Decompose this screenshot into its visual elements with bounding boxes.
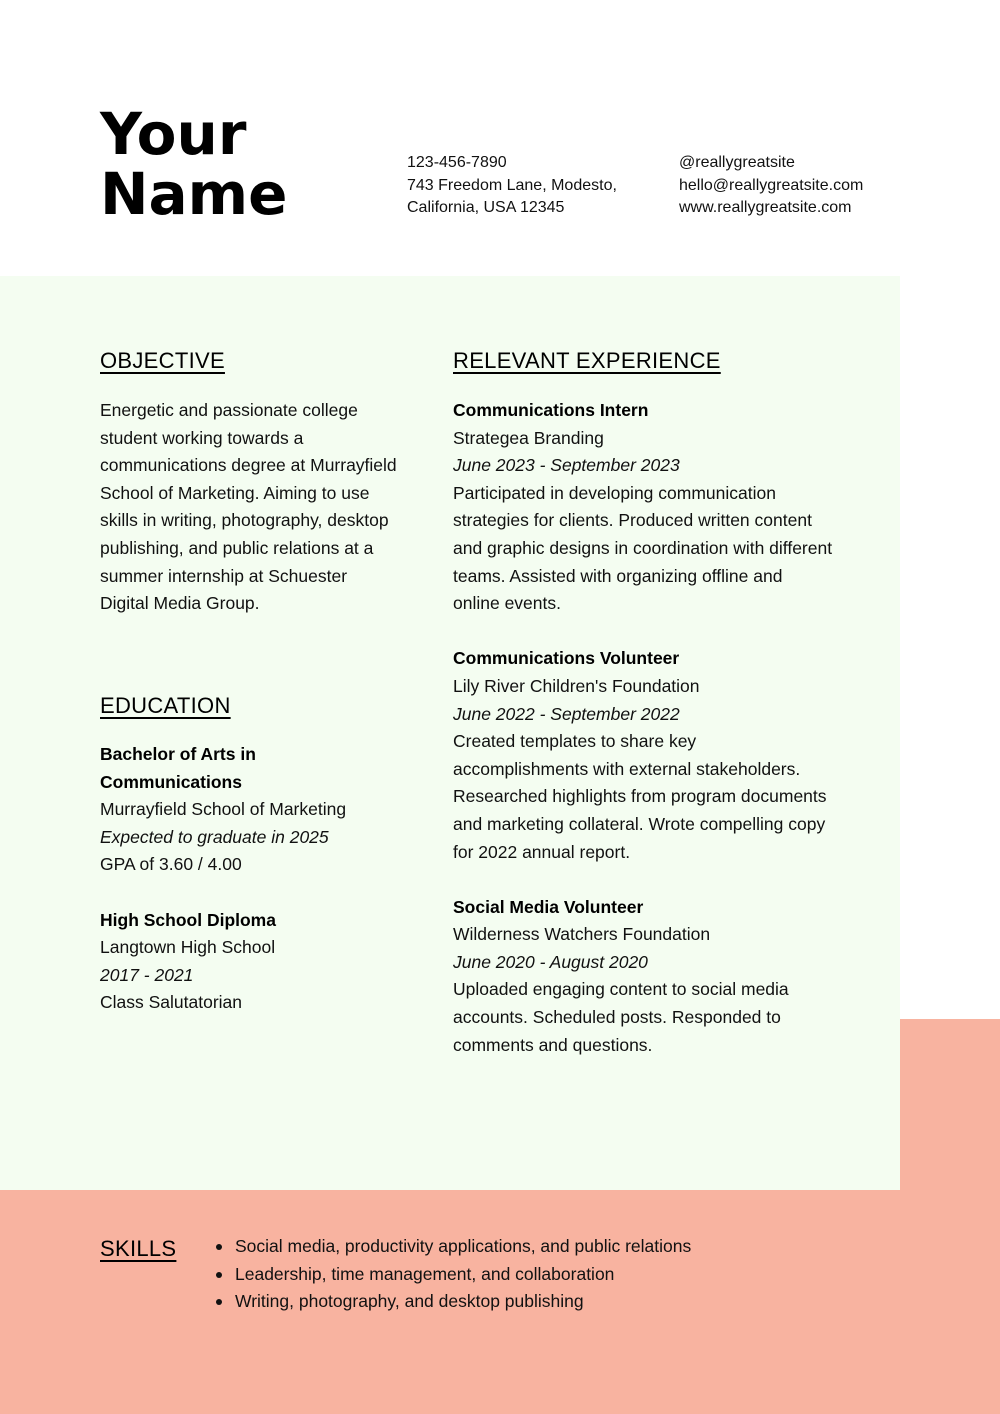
coral-accent-block bbox=[900, 1019, 1000, 1190]
job-dates: June 2022 - September 2022 bbox=[453, 703, 680, 724]
degree-title: Bachelor of Arts in Communications bbox=[100, 744, 256, 792]
name-line-1: Your bbox=[100, 100, 247, 168]
address-line-1: 743 Freedom Lane, Modesto, bbox=[407, 176, 617, 194]
objective-text: Energetic and passionate college student working towards a communications degree at Murrayfield School of Marketing. Aiming to use skills in writing, photography, desktop publishing, and public relations at a summer internship at Schuester Digital Media Group. bbox=[100, 400, 397, 614]
organization-name: Strategea Branding bbox=[453, 427, 604, 448]
education-dates: 2017 - 2021 bbox=[100, 964, 194, 985]
social-handle: @reallygreatsite bbox=[679, 154, 795, 171]
school-name: Murrayfield School of Marketing bbox=[100, 799, 347, 820]
education-note: Class Salutatorian bbox=[100, 992, 243, 1013]
education-heading: EDUCATION bbox=[100, 693, 231, 718]
job-title: Communications Volunteer bbox=[453, 648, 680, 669]
objective-heading: OBJECTIVE bbox=[100, 348, 225, 373]
skill-item: Writing, photography, and desktop publishing bbox=[216, 1288, 691, 1316]
education-entry bbox=[100, 907, 390, 1017]
phone-number: 123-456-7890 bbox=[407, 154, 507, 171]
experience-section bbox=[453, 397, 833, 1059]
address-line-2: California, USA 12345 bbox=[407, 199, 565, 216]
education-entry bbox=[100, 741, 390, 879]
job-dates: June 2023 - September 2023 bbox=[453, 455, 680, 476]
job-title: Social Media Volunteer bbox=[453, 896, 644, 917]
organization-name: Lily River Children's Foundation bbox=[453, 675, 700, 696]
contact-block-left bbox=[407, 152, 617, 220]
education-dates: Expected to graduate in 2025 bbox=[100, 826, 329, 847]
education-note: GPA of 3.60 / 4.00 bbox=[100, 854, 242, 875]
job-description: Participated in developing communication strategies for clients. Produced written content and graphic designs in coordination with different teams. Assisted with organizing offline and online events. bbox=[453, 482, 833, 614]
skill-item: Leadership, time management, and collaboration bbox=[216, 1261, 691, 1289]
experience-entry bbox=[453, 397, 833, 618]
resume-name bbox=[100, 100, 288, 228]
job-dates: June 2020 - August 2020 bbox=[453, 951, 648, 972]
website-url: www.reallygreatsite.com bbox=[679, 199, 852, 216]
skills-list bbox=[216, 1233, 691, 1316]
degree-title: High School Diploma bbox=[100, 909, 276, 930]
name-line-2: Name bbox=[100, 160, 288, 228]
email-address: hello@reallygreatsite.com bbox=[679, 176, 864, 194]
job-description: Created templates to share key accomplishments with external stakeholders. Researched highlights from program documents and marketing collateral. Wrote compelling copy for 2022 annual report. bbox=[453, 731, 827, 862]
contact-block-right bbox=[679, 152, 863, 220]
experience-heading: RELEVANT EXPERIENCE bbox=[453, 348, 721, 373]
objective-section bbox=[100, 397, 400, 618]
skills-heading: SKILLS bbox=[100, 1236, 177, 1261]
job-description: Uploaded engaging content to social media accounts. Scheduled posts. Responded to comments and questions. bbox=[453, 979, 789, 1055]
organization-name: Wilderness Watchers Foundation bbox=[453, 924, 711, 945]
job-title: Communications Intern bbox=[453, 400, 649, 420]
education-section bbox=[100, 741, 390, 1017]
experience-entry bbox=[453, 894, 833, 1060]
school-name: Langtown High School bbox=[100, 937, 276, 958]
skill-item: Social media, productivity applications, and public relations bbox=[216, 1233, 691, 1261]
experience-entry bbox=[453, 645, 833, 866]
